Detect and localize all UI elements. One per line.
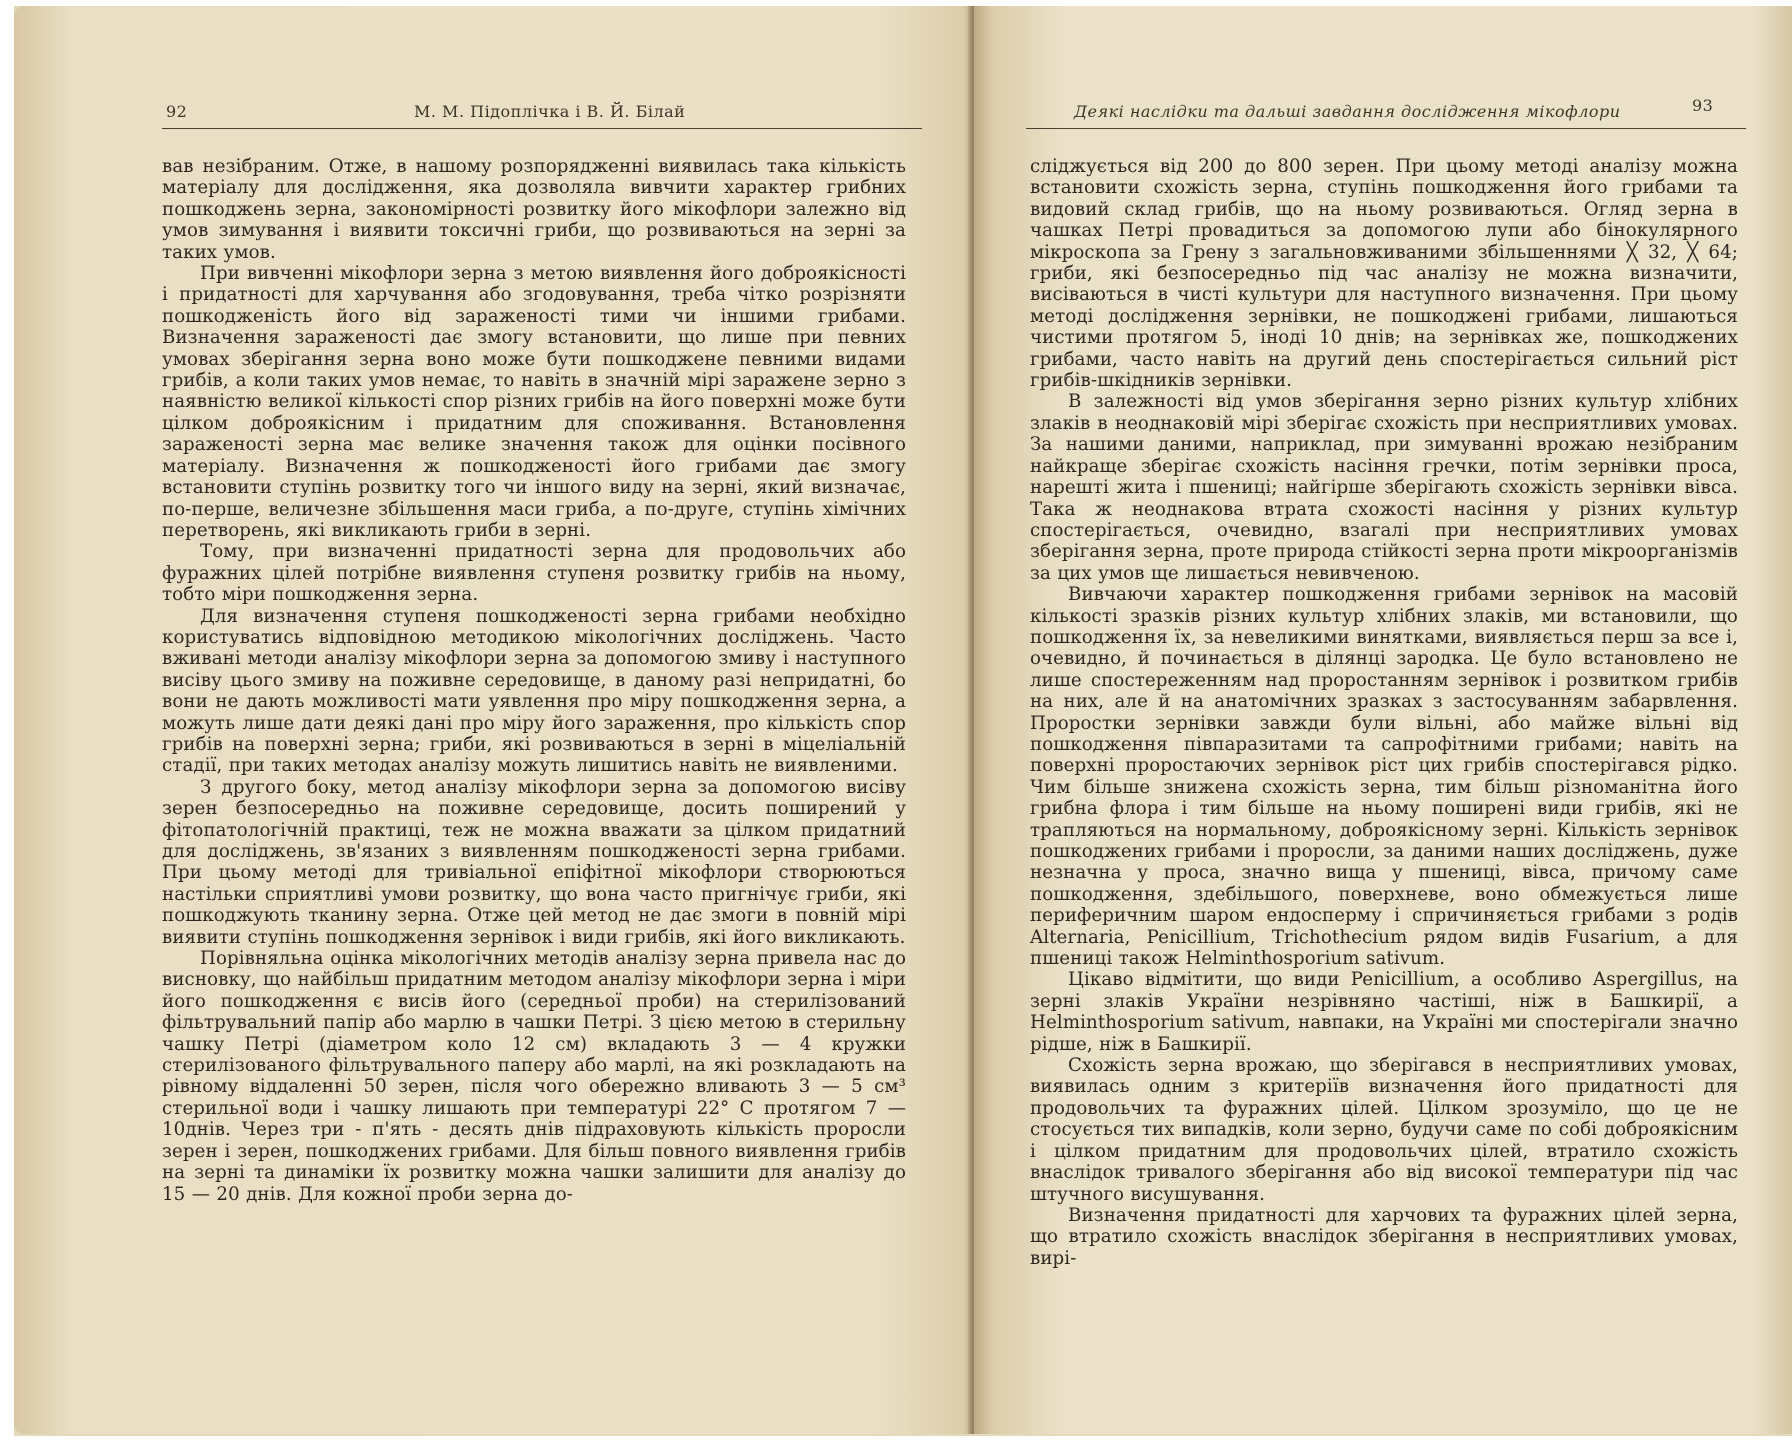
right-paragraph-4: Цікаво відмітити, що види Penicillium, а особливо Aspergillus, на зерні злаків України незрівняно частіші, ніж в Башкирії, а Helminthosporium sativum, навпаки, на Україні ми спостерігали значно рідше, ніж в Башкирії. xyxy=(1030,969,1738,1055)
right-paragraph-2: В залежності від умов зберігання зерно різних культур хлібних злаків в неоднаковій мірі зберігає схожість при несприятливих умовах. За нашими даними, наприклад, при зимуванні врожаю незібраним найкраще зберігає схожість насіння гречки, потім зернівки проса, нарешті жита і пшениці; найгірше зберігають схожість зернівки вівса. Така ж неоднакова втрата схожості насіння у різних культур спостерігається, очевидно, взагалі при несприятливих умовах зберігання зерна, проте природа стійкості зерна проти мікроорганізмів за цих умов ще лишається невивченою. xyxy=(1030,391,1738,584)
left-header-rule xyxy=(162,128,922,129)
right-paragraph-6: Визначення придатності для харчових та фуражних цілей зерна, що втратило схожість внаслідок зберігання в несприятливих умовах, вирі- xyxy=(1030,1204,1738,1269)
right-page-number: 93 xyxy=(1692,96,1714,115)
right-paragraph-5: Схожість зерна врожаю, що зберігався в несприятливих умовах, виявилась одним з критеріїв визначення його придатності для продовольчих та фуражних цілей. Цілком зрозуміло, що це не стосується тих випадків, коли зерно, будучи саме по собі доброякісним і цілком придатним для продовольчих цілей, втратило схожість внаслідок тривалого зберігання або від високої температури під час штучного висушування. xyxy=(1030,1055,1738,1205)
right-running-head: Деякі наслідки та дальші завдання дослідження мікофлори xyxy=(1074,102,1621,121)
left-paragraph-4: Для визначення ступеня пошкодженості зерна грибами необхідно користуватись відповідною методикою мікологічних досліджень. Часто вживані методи аналізу мікофлори зерна за допомогою змиву і наступного висіву цього змиву на поживне середовище, в даному разі непридатні, бо вони не дають можливості мати уявлення про міру пошкодження зерна, а можуть лише дати деякі дані про міру його зараження, про кількість спор грибів на поверхні зерна; гриби, які розвиваються в зерні в міцеліальній стадії, при таких методах аналізу можуть лишитись навіть не виявленими. xyxy=(162,605,906,777)
book-spread xyxy=(14,6,1792,1436)
left-paragraph-5: З другого боку, метод аналізу мікофлори зерна за допомогою висіву зерен безпосередньо на поживне середовище, досить поширений у фітопатологічній практиці, теж не можна вважати за цілком придатний для досліджень, зв'язаних з виявленням пошкодженості зерна грибами. При цьому методі для тривіальної епіфітної мікофлори створюються настільки сприятливі умови розвитку, що вона часто пригнічує гриби, які пошкоджують тканину зерна. Отже цей метод не дає змоги в повній мірі виявити ступінь пошкодження зернівок і види грибів, які його викликають. xyxy=(162,776,906,948)
left-text-column xyxy=(162,156,906,1205)
right-paragraph-1: сліджується від 200 до 800 зерен. При цьому методі аналізу можна встановити схожість зерна, ступінь пошкодження його грибами та видовий склад грибів, що на ньому розвиваються. Огляд зерна в чашках Петрі провадиться за допомогою лупи або бінокулярного мікроскопа за Грену з загальновживаними збільшеннями ╳ 32, ╳ 64; гриби, які безпосередньо під час аналізу не можна визначити, висіваються в чисті культури для наступного визначення. При цьому методі дослідження зернівки, не пошкоджені грибами, лишаються чистими протягом 5, іноді 10 днів; на зернівках же, пошкоджених грибами, часто навіть на другий день спостерігається сильний ріст грибів-шкідників зернівки. xyxy=(1030,156,1738,392)
left-paragraph-1: вав незібраним. Отже, в нашому розпорядженні виявилась така кількість матеріалу для дослідження, яка дозволяла вивчити характер грибних пошкоджень зерна, закономірності розвитку його мікофлори залежно від умов зимування і виявити токсичні гриби, що розвиваються на зерні за таких умов. xyxy=(162,156,906,263)
right-header-rule xyxy=(1026,128,1746,129)
left-page xyxy=(14,6,972,1434)
left-page-number: 92 xyxy=(166,102,188,121)
left-running-head: М. М. Підоплічка і В. Й. Білай xyxy=(414,102,686,121)
right-paragraph-3: Вивчаючи характер пошкодження грибами зернівок на масовій кількості зразків різних культур хлібних злаків, ми встановили, що пошкодження їх, за невеликими винятками, виявляється перш за все і, очевидно, й починається в ділянці зародка. Це було встановлено не лише спостереженням над проростанням зернівок і розвитком грибів на них, але й на анатомічних зразках з застосуванням забарвлення. Проростки зернівки завжди були вільні, або майже вільні від пошкодження півпаразитами та сапрофітними грибами; навіть на поверхні проростаючих зернівок ріст цих грибів спостерігався рідко. Чим більше знижена схожість зерна, тим більш різноманітна його грибна флора і тим більше на ньому поширені види грибів, які не трапляються на нормальному, доброякісному зерні. Кількість зернівок пошкоджених грибами і проросли, за даними наших досліджень, дуже незначна у проса, значно вища у пшениці, вівса, причому саме пошкодження, здебільшого, поверхневе, воно обмежується лише периферичним шаром ендосперму і спричиняється грибами з родів Alternaria, Penicillium, Trichothecium рядом видів Fusarium, а для пшениці також Helminthosporium sativum. xyxy=(1030,584,1738,970)
left-paragraph-6: Порівняльна оцінка мікологічних методів аналізу зерна привела нас до висновку, що найбільш придатним методом аналізу мікофлори зерна і міри його пошкодження є висів його (середньої проби) на стерилізований фільтрувальний папір або марлю в чашки Петрі. З цією метою в стерильну чашку Петрі (діаметром коло 12 см) вкладають 3 — 4 кружки стерилізованого фільтрувального паперу або марлі, на які розкладають на рівному віддаленні 50 зерен, після чого обережно вливають 3 — 5 см³ стерильної води і чашку лишають при температурі 22° С протягом 7 — 10днів. Через три - п'ять - десять днів підраховують кількість проросли зерен і зерен, пошкоджених грибами. Для більш повного виявлення грибів на зерні та динаміки їх розвитку можна чашки залишити для аналізу до 15 — 20 днів. Для кожної проби зерна до- xyxy=(162,948,906,1205)
right-text-column xyxy=(1030,156,1738,1269)
left-paragraph-2: При вивченні мікофлори зерна з метою виявлення його доброякісності і придатності для харчування або згодовування, треба чітко розрізняти пошкодженість його від зараженості тими чи іншими грибами. Визначення зараженості дає змогу встановити, що лише при певних умовах зберігання зерна воно може бути пошкоджене певними видами грибів, а коли таких умов немає, то навіть в значній мірі заражене зерно з наявністю великої кількості спор різних грибів на його поверхні може бути цілком доброякісним і придатним для споживання. Встановлення зараженості зерна має велике значення також для оцінки посівного матеріалу. Визначення ж пошкодженості його грибами дає змогу встановити ступінь розвитку того чи іншого виду на зерні, який визначає, по-перше, величезне збільшення маси гриба, а по-друге, ступінь хімічних перетворень, які викликають гриби в зерні. xyxy=(162,263,906,541)
right-page xyxy=(974,6,1792,1434)
left-paragraph-3: Тому, при визначенні придатності зерна для продовольчих або фуражних цілей потрібне виявлення ступеня розвитку грибів на ньому, тобто міри пошкодження зерна. xyxy=(162,541,906,606)
